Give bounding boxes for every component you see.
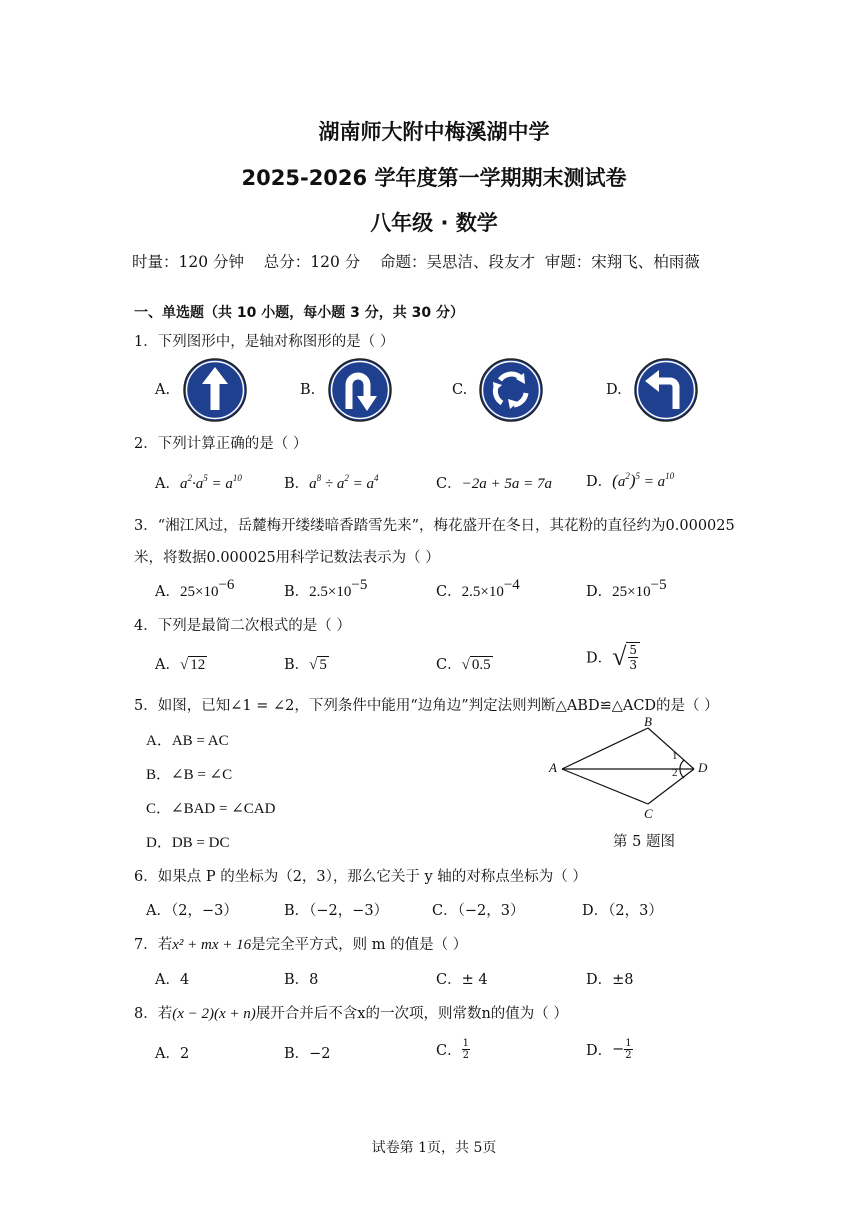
q4-option-d: D．√ $\frac{5}{3}$ bbox=[586, 642, 640, 672]
q4-label-a: A． bbox=[155, 657, 180, 673]
q8-expression: (x − 2)(x + n) bbox=[172, 1006, 256, 1022]
q5-point-b: B bbox=[644, 714, 652, 729]
q8-d-numerator: 1 bbox=[625, 1038, 632, 1049]
q3-label-b: B． bbox=[284, 584, 310, 600]
q1-label-d: D. bbox=[606, 382, 622, 398]
q4-c-radicand: 0.5 bbox=[471, 657, 491, 673]
q3-d-base: 25×10 bbox=[612, 584, 651, 600]
q3-option-a bbox=[155, 577, 235, 601]
q8-option-c bbox=[436, 1038, 470, 1061]
exam-title: 2025-2026 学年度第一学期期末测试卷 bbox=[241, 166, 627, 190]
q1-label-a: A. bbox=[155, 382, 171, 398]
q4-d-denominator: 3 bbox=[629, 658, 638, 672]
school-name: 湖南师大附中梅溪湖中学 bbox=[318, 120, 550, 144]
q7-expression: x² + mx + 16 bbox=[172, 937, 252, 953]
q5-option-b: B．∠B = ∠C bbox=[146, 767, 233, 783]
q3-c-base: 2.5×10 bbox=[461, 584, 504, 600]
q3-c-exp: −4 bbox=[503, 577, 520, 593]
q2-option-c bbox=[436, 472, 552, 493]
q6-option-c: C．（−2，3） bbox=[432, 903, 525, 919]
q5-option-d: D．DB = DC bbox=[146, 835, 230, 851]
q5-point-c: C bbox=[644, 806, 653, 821]
q8-option-b: B．−2 bbox=[284, 1046, 331, 1062]
q3-a-exp: −6 bbox=[218, 577, 235, 593]
q8-stem-post: 展开合并后不含x的一次项，则常数n的值为（ ） bbox=[255, 1006, 568, 1022]
q7-option-c: C．± 4 bbox=[436, 972, 488, 988]
section-title: 一、单选题（共 10 小题，每小题 3 分，共 30 分） bbox=[134, 305, 464, 321]
q8-option-a: A．2 bbox=[155, 1046, 190, 1062]
u-turn-icon bbox=[327, 357, 393, 423]
q7-option-b: B．8 bbox=[284, 972, 319, 988]
q5-figure-caption: 第 5 题图 bbox=[613, 834, 675, 850]
q4-label-c: C． bbox=[436, 657, 462, 673]
q8-option-d: D．− $\frac{1}{2}$ bbox=[586, 1038, 632, 1061]
q3-label-d: D． bbox=[586, 584, 613, 600]
q4-label-d: D． bbox=[586, 650, 613, 667]
q4-label-b: B． bbox=[284, 657, 310, 673]
q3-b-exp: −5 bbox=[351, 577, 368, 593]
q2-label-b: B． bbox=[284, 476, 310, 492]
turn-left-icon bbox=[633, 357, 699, 423]
q7-stem-pre: 7．若 bbox=[134, 937, 173, 953]
q4-d-numerator: 5 bbox=[629, 643, 638, 657]
q8-c-numerator: 1 bbox=[462, 1038, 469, 1049]
q2-option-a: A．$a^2\cdot a^5 = a^{10}$ bbox=[155, 473, 242, 492]
q2-c-expr: −2a + 5a = 7a bbox=[461, 476, 552, 492]
q4-option-a: A．√ 12 bbox=[155, 657, 206, 673]
roundabout-icon bbox=[478, 357, 544, 423]
q8-stem-pre: 8．若 bbox=[134, 1006, 173, 1022]
q3-option-b bbox=[284, 577, 368, 601]
q3-b-base: 2.5×10 bbox=[309, 584, 352, 600]
q6-option-d: D．（2，3） bbox=[582, 903, 663, 919]
q4-a-radicand: 12 bbox=[190, 657, 206, 673]
q3-d-exp: −5 bbox=[650, 577, 667, 593]
q3-a-base: 25×10 bbox=[179, 584, 219, 600]
q7-option-a: A．4 bbox=[155, 972, 190, 988]
q3-stem-line2: 米，将数据0.000025用科学记数法表示为（ ） bbox=[134, 550, 440, 566]
q5-point-a: A bbox=[549, 760, 557, 775]
q5-angle-1: 1 bbox=[672, 750, 678, 762]
q5-option-a: A．AB = AC bbox=[146, 733, 229, 749]
q2-option-d: D．$(a^2)^5 = a^{10}$ bbox=[586, 471, 675, 490]
q3-label-c: C． bbox=[436, 584, 462, 600]
q5-angle-2: 2 bbox=[672, 767, 678, 779]
q1-label-b: B. bbox=[300, 382, 316, 398]
q1-stem: 1．下列图形中，是轴对称图形的是（ ） bbox=[134, 334, 395, 350]
q8-label-c: C． bbox=[436, 1043, 462, 1059]
q3-label-a: A． bbox=[155, 584, 180, 600]
q6-stem: 6．如果点 P 的坐标为（2，3），那么它关于 y 轴的对称点坐标为（ ） bbox=[134, 869, 587, 885]
q2-stem: 2．下列计算正确的是（ ） bbox=[134, 436, 308, 452]
q2-option-b: B．$a^8 \div a^2 = a^4$ bbox=[284, 473, 379, 492]
q5-option-c: C．∠BAD = ∠CAD bbox=[146, 801, 276, 817]
page-footer: 试卷第 1页，共 5页 bbox=[371, 1140, 497, 1156]
q2-label-c: C． bbox=[436, 476, 462, 492]
q3-option-d bbox=[586, 577, 667, 601]
q8-stem bbox=[134, 1002, 568, 1023]
q2-label-d: D． bbox=[586, 474, 613, 490]
q1-label-c: C. bbox=[452, 382, 468, 398]
q7-option-d: D．±8 bbox=[586, 972, 634, 988]
q4-b-radicand: 5 bbox=[319, 657, 327, 673]
q8-label-d: D． bbox=[586, 1043, 613, 1059]
q6-option-b: B．（−2，−3） bbox=[284, 903, 389, 919]
q7-stem bbox=[134, 933, 467, 954]
q2-label-a: A． bbox=[155, 476, 180, 492]
q3-stem-line1: 3．“湘江风过，岳麓梅开缕缕暗香踏雪先来”，梅花盛开在冬日，其花粉的直径约为0.000025 bbox=[134, 518, 735, 534]
q5-stem: 5．如图，已知∠1 = ∠2，下列条件中能用“边角边”判定法则判断△ABD≌△ACD的是（ ） bbox=[134, 698, 719, 714]
exam-info: 时量：120 分钟 总分：120 分 命题：吴思洁、段友才 审题：宋翔飞、柏雨薇 bbox=[132, 253, 700, 271]
q4-option-b: B．√ 5 bbox=[284, 657, 327, 673]
arrow-up-icon bbox=[182, 357, 248, 423]
q6-option-a: A．（2，−3） bbox=[146, 903, 238, 919]
q8-d-denominator: 2 bbox=[625, 1050, 632, 1061]
q4-stem: 4．下列是最简二次根式的是（ ） bbox=[134, 618, 351, 634]
q4-option-c: C．√ 0.5 bbox=[436, 657, 491, 673]
subject-title: 八年级 · 数学 bbox=[370, 211, 498, 235]
q3-option-c bbox=[436, 577, 520, 601]
q7-stem-post: 是完全平方式，则 m 的值是（ ） bbox=[251, 937, 468, 953]
q5-point-d: D bbox=[698, 760, 708, 775]
q8-c-denominator: 2 bbox=[462, 1050, 469, 1061]
